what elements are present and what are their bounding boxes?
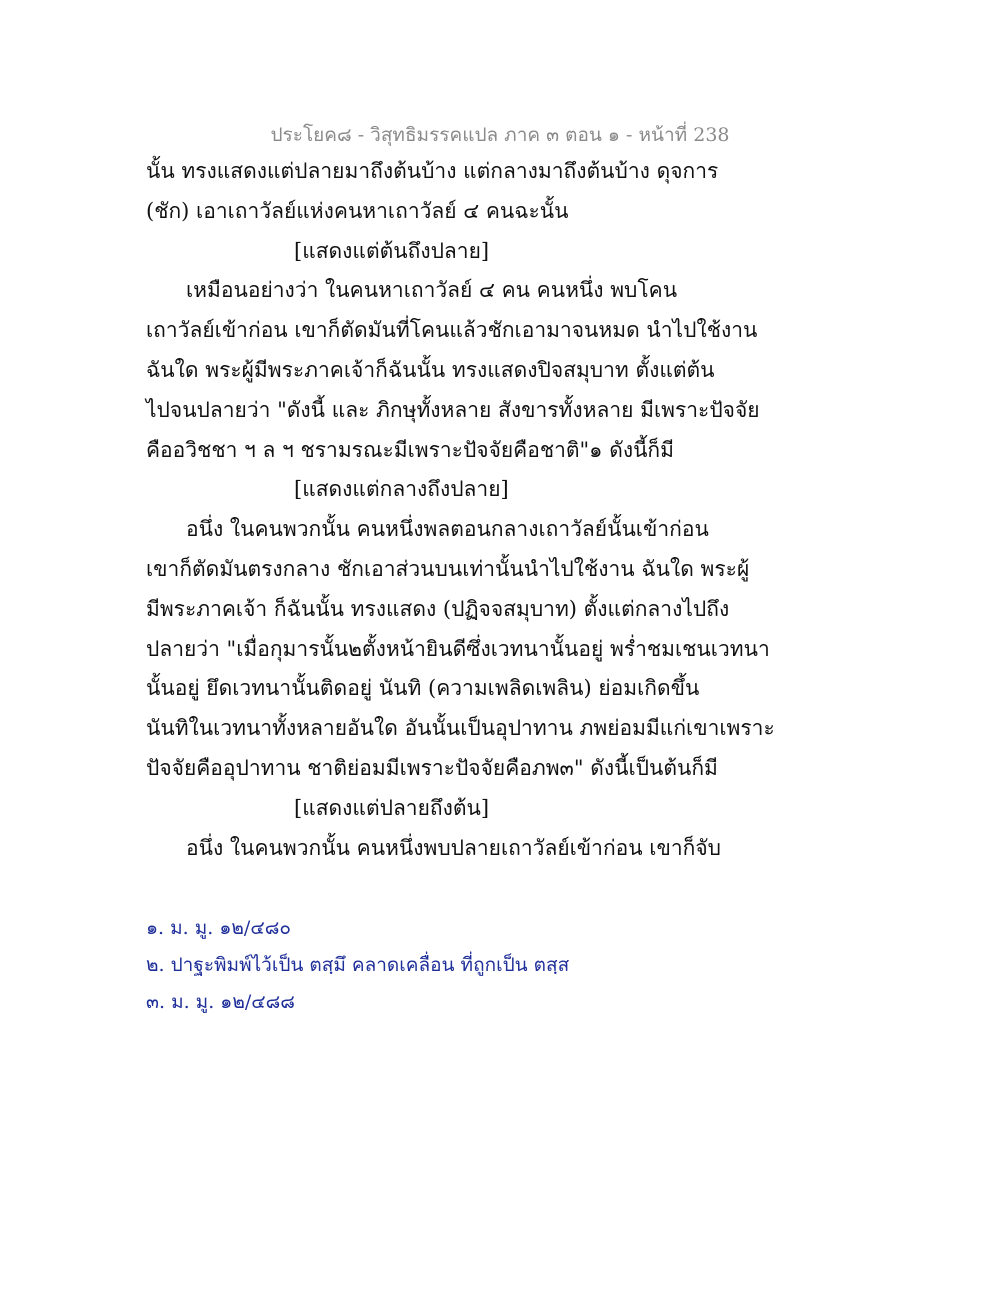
text-line: นั้นอยู่ ยึดเวทนานั้นติดอยู่ นันทิ (ความเพลิดเพลิน) ย่อมเกิดขึ้น (146, 676, 700, 701)
page-header: ประโยค๘ - วิสุทธิมรรคแปล ภาค ๓ ตอน ๑ - หน้าที่ 238 (270, 124, 730, 146)
text-line: ฉันใด พระผู้มีพระภาคเจ้าก็ฉันนั้น ทรงแสดงปิจสมุบาท ตั้งแต่ต้น (146, 357, 715, 382)
text-line: คืออวิชชา ฯ ล ฯ ชรามรณะมีเพราะปัจจัยคือชาติ"๑ ดังนี้ก็มี (146, 437, 674, 462)
text-line: (ชัก) เอาเถาวัลย์แห่งคนหาเถาวัลย์ ๔ คนฉะนั้น (146, 198, 569, 223)
paragraph-start: อนึ่ง ในคนพวกนั้น คนหนึ่งพลตอนกลางเถาวัลย์นั้นเข้าก่อน (186, 517, 709, 542)
section-heading: [แสดงแต่ต้นถึงปลาย] (294, 238, 490, 263)
text-line: ปลายว่า "เมื่อกุมารนั้น๒ตั้งหน้ายินดีซึ่งเวทนานั้นอยู่ พร่ำชมเชนเวทนา (146, 636, 770, 661)
text-line: เขาก็ตัดมันตรงกลาง ชักเอาส่วนบนเท่านั้นนำไปใช้งาน ฉันใด พระผู้ (146, 556, 750, 581)
footnote: ๑. ม. มู. ๑๒/๔๘๐ (146, 917, 291, 939)
section-heading: [แสดงแต่กลางถึงปลาย] (294, 477, 509, 502)
section-heading: [แสดงแต่ปลายถึงต้น] (294, 795, 490, 820)
footnote: ๓. ม. มู. ๑๒/๔๘๘ (146, 991, 295, 1013)
text-line: นันทิในเวทนาทั้งหลายอันใด อันนั้นเป็นอุปาทาน ภพย่อมมีแก่เขาเพราะ (146, 716, 775, 741)
text-line: นั้น ทรงแสดงแต่ปลายมาถึงต้นบ้าง แต่กลางมาถึงต้นบ้าง ดุจการ (146, 159, 719, 183)
text-line: เถาวัลย์เข้าก่อน เขาก็ตัดมันที่โคนแล้วชักเอามาจนหมด นำไปใช้งาน (146, 318, 758, 343)
text-line: ไปจนปลายว่า "ดังนี้ และ ภิกษุทั้งหลาย สังขารทั้งหลาย มีเพราะปัจจัย (146, 397, 760, 422)
body-text (146, 152, 775, 868)
paragraph-start: อนึ่ง ในคนพวกนั้น คนหนึ่งพบปลายเถาวัลย์เข้าก่อน เขาก็จับ (186, 835, 721, 860)
footnotes (146, 910, 746, 1021)
footnote: ๒. ปาฐะพิมพ์ไว้เป็น ตสฺมึ คลาดเคลื่อน ที่ถูกเป็น ตสฺส (146, 954, 570, 976)
text-line: ปัจจัยคืออุปาทาน ชาติย่อมมีเพราะปัจจัยคือภพ๓" ดังนี้เป็นต้นก็มี (146, 755, 718, 780)
paragraph-start: เหมือนอย่างว่า ในคนหาเถาวัลย์ ๔ คน คนหนึ่ง พบโคน (186, 278, 678, 303)
text-line: มีพระภาคเจ้า ก็ฉันนั้น ทรงแสดง (ปฏิจจสมุบาท) ตั้งแต่กลางไปถึง (146, 596, 730, 621)
